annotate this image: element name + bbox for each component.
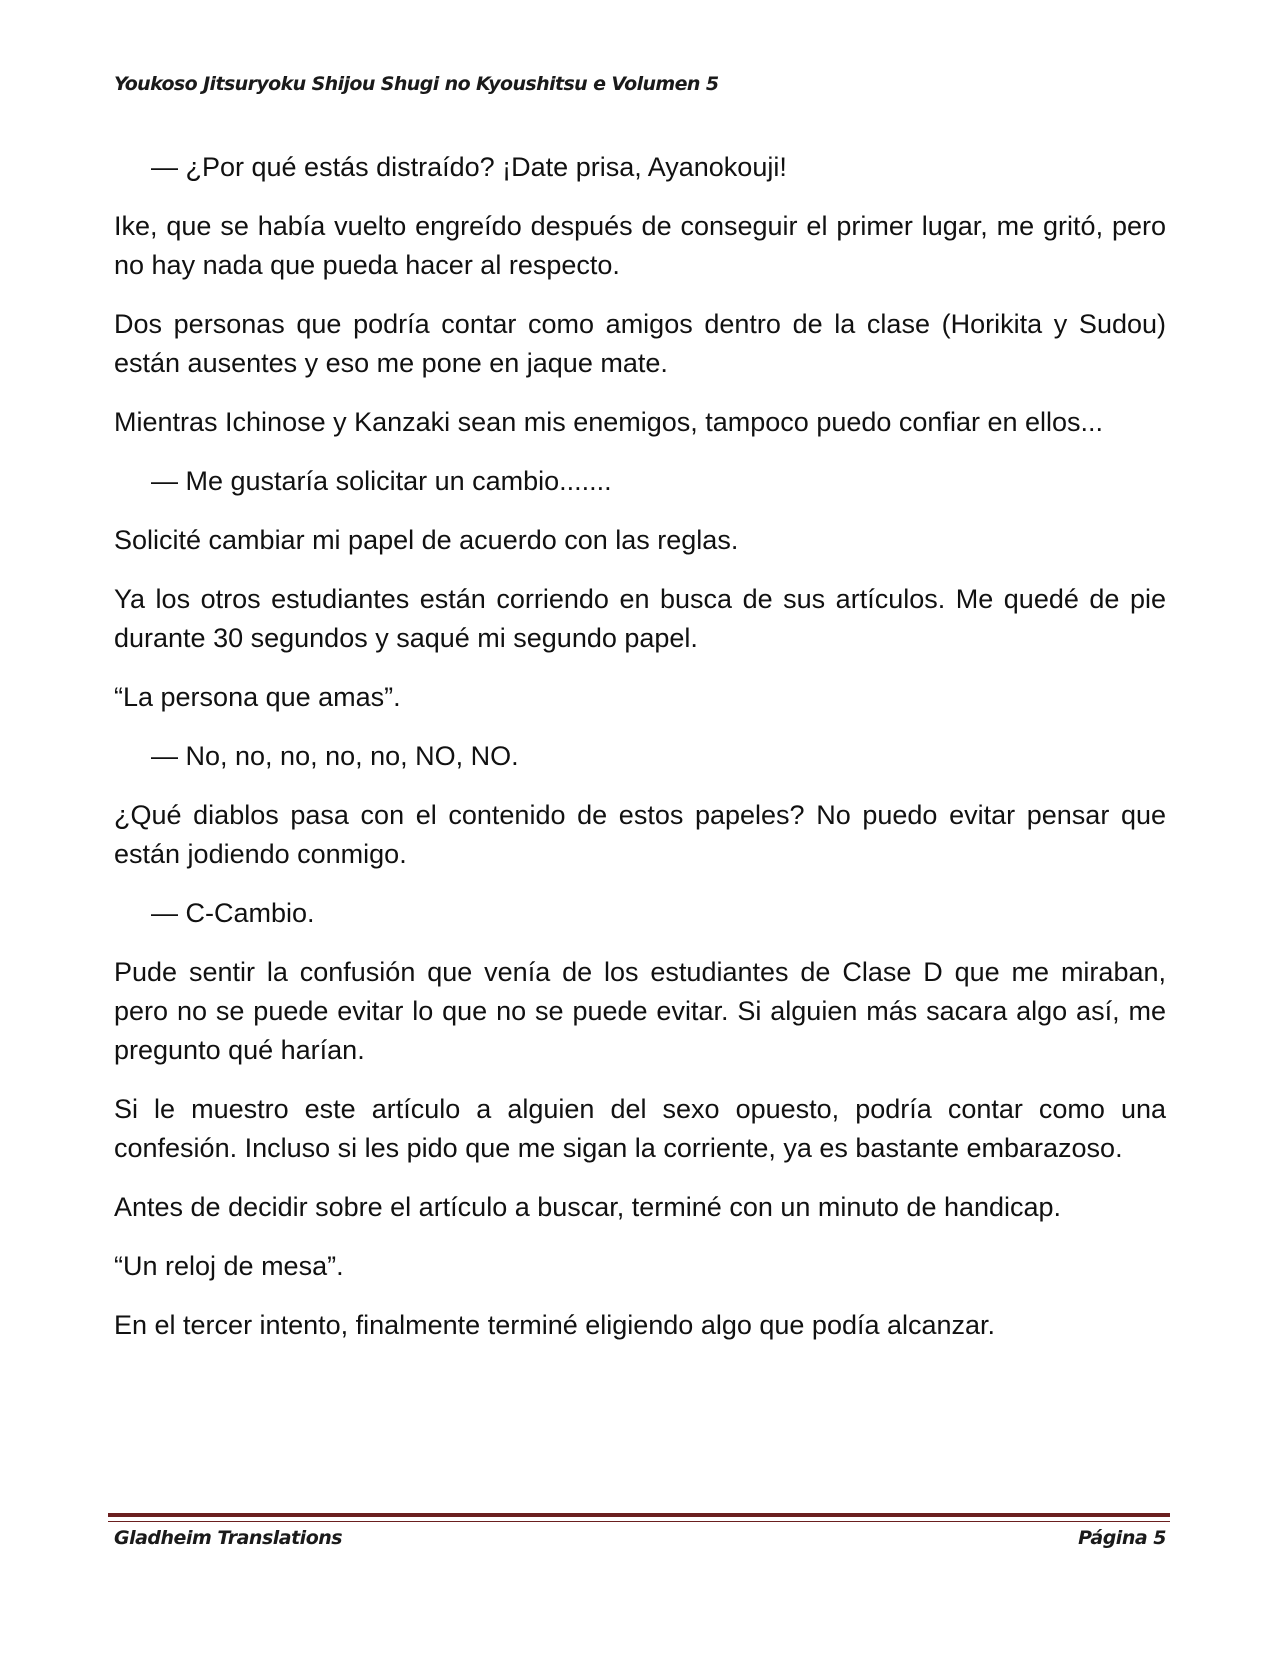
paragraph: Dos personas que podría contar como amigos dentro de la clase (Horikita y Sudou) están ausentes y eso me pone en jaque mate. (114, 309, 1166, 378)
paragraph-dialogue: — No, no, no, no, no, NO, NO. (151, 741, 519, 771)
footer-rule (108, 1513, 1170, 1517)
paragraph-dialogue: — C-Cambio. (151, 898, 315, 928)
paragraph: Mientras Ichinose y Kanzaki sean mis enemigos, tampoco puedo confiar en ellos... (114, 407, 1104, 437)
page-footer (114, 1527, 1166, 1549)
paragraph: Ya los otros estudiantes están corriendo en busca de sus artículos. Me quedé de pie durante 30 segundos y saqué mi segundo papel. (114, 584, 1166, 653)
footer-rule-thin (108, 1521, 1170, 1522)
paragraph: Pude sentir la confusión que venía de los estudiantes de Clase D que me miraban, pero no se puede evitar lo que no se puede evitar. Si alguien más sacara algo así, me pregunto qué harían. (114, 957, 1166, 1065)
page-number: Página 5 (1078, 1527, 1166, 1549)
paragraph: ¿Qué diablos pasa con el contenido de estos papeles? No puedo evitar pensar que están jodiendo conmigo. (114, 800, 1166, 869)
paragraph: Solicité cambiar mi papel de acuerdo con las reglas. (114, 525, 739, 555)
body-text (114, 148, 1166, 1365)
footer-publisher: Gladheim Translations (114, 1527, 343, 1549)
paragraph: Ike, que se había vuelto engreído después de conseguir el primer lugar, me gritó, pero no hay nada que pueda hacer al respecto. (114, 211, 1166, 280)
running-header: Youkoso Jitsuryoku Shijou Shugi no Kyoushitsu e Volumen 5 (114, 73, 719, 95)
paragraph: Antes de decidir sobre el artículo a buscar, terminé con un minuto de handicap. (114, 1192, 1062, 1222)
paragraph: “Un reloj de mesa”. (114, 1251, 344, 1281)
paragraph: En el tercer intento, finalmente terminé eligiendo algo que podía alcanzar. (114, 1310, 996, 1340)
paragraph: Si le muestro este artículo a alguien del sexo opuesto, podría contar como una confesión. Incluso si les pido que me sigan la corriente, ya es bastante embarazoso. (114, 1094, 1166, 1163)
paragraph-dialogue: — Me gustaría solicitar un cambio....... (151, 466, 612, 496)
paragraph: “La persona que amas”. (114, 682, 401, 712)
paragraph-dialogue: — ¿Por qué estás distraído? ¡Date prisa, Ayanokouji! (151, 152, 787, 182)
